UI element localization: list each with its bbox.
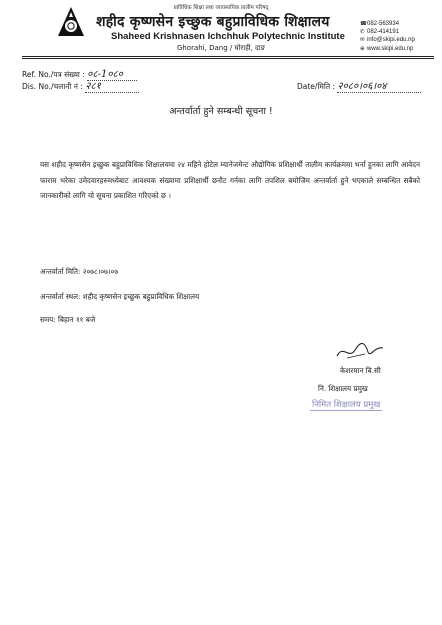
contact-phone: ☎082-563934 [360,21,400,27]
fax-icon: ✆ [360,29,365,36]
officiating-stamp: निमित शिक्षालय प्रमुख [312,400,381,410]
web-icon: ⊕ [360,45,365,52]
dispatch-number: Dis. No./चलानी नं : २८१ [22,78,139,93]
contact-block [360,20,415,53]
interview-place: अन्तर्वार्ता स्थल: शहीद कृष्णसेन इच्छुक बहुप्राविधिक शिक्षालय [40,292,200,301]
signatory-designation: नि. शिक्षालय प्रमुख [318,384,368,393]
institute-name-nepali: शहीद कृष्णसेन इच्छुक बहुप्राविधिक शिक्षालय [96,14,330,30]
ref-number: Ref. No./पत्र संख्या : ०८-1०८० [22,66,137,81]
header-rule-thin [22,58,434,59]
interview-date: अन्तर्वार्ता मिति: २०७८।०७।०७ [40,267,119,276]
letter-date: Date/मिति : २०८०।०६।०४ [297,78,421,93]
email-icon: ✉ [360,37,365,44]
contact-email: ✉ info@skipi.edu.np [360,37,415,44]
interview-time: समय: बिहान ११ बजे [40,315,96,324]
contact-fax: ✆ 082-414191 [360,29,400,36]
ref-value: ०८-1०८० [87,66,137,81]
dis-value: २८१ [85,78,139,93]
notice-body: यस शहीद कृष्णसेन इच्छुक बहुप्राविधिक शिक्षालयमा २४ महिने होटेल म्यानेजमेन्ट औद्योगिक प्रशिक्षार्थी तालीम कार्यक्रममा भर्ना हुनका लागि आवेदन फाराम भरेका उमेदवारहरुमध्येबाट आवश्यक संख्यामा प्रशिक्षार्थी छनौट गर्नका लागि तपशिल बमोजिम अन्तर्वार्ता हुने भएकाले सम्बन्धित सबैको जानकारीको लागि यो सूचना प्रकाशित गरिएको छ । [40,160,420,200]
signature-mark [335,340,385,362]
institute-name-english: Shaheed Krishnasen Ichchhuk Polytechnic Institute [111,31,345,42]
institute-location: Ghorahi, Dang / घोराही, दाङ [176,44,266,52]
notice-title: अन्तर्वार्ता हुने सम्बन्धी सूचना ! [169,106,273,117]
institute-logo-icon [57,6,85,40]
contact-web: ⊕ www.skipi.edu.np [360,45,414,52]
signatory-name: केशरमान बि.सी [340,366,381,375]
council-line: प्राविधिक शिक्षा तथा व्यावसायिक तालीम परिषद् [173,5,269,11]
date-value: २०८०।०६।०४ [337,78,421,93]
phone-icon: ☎ [360,21,367,27]
